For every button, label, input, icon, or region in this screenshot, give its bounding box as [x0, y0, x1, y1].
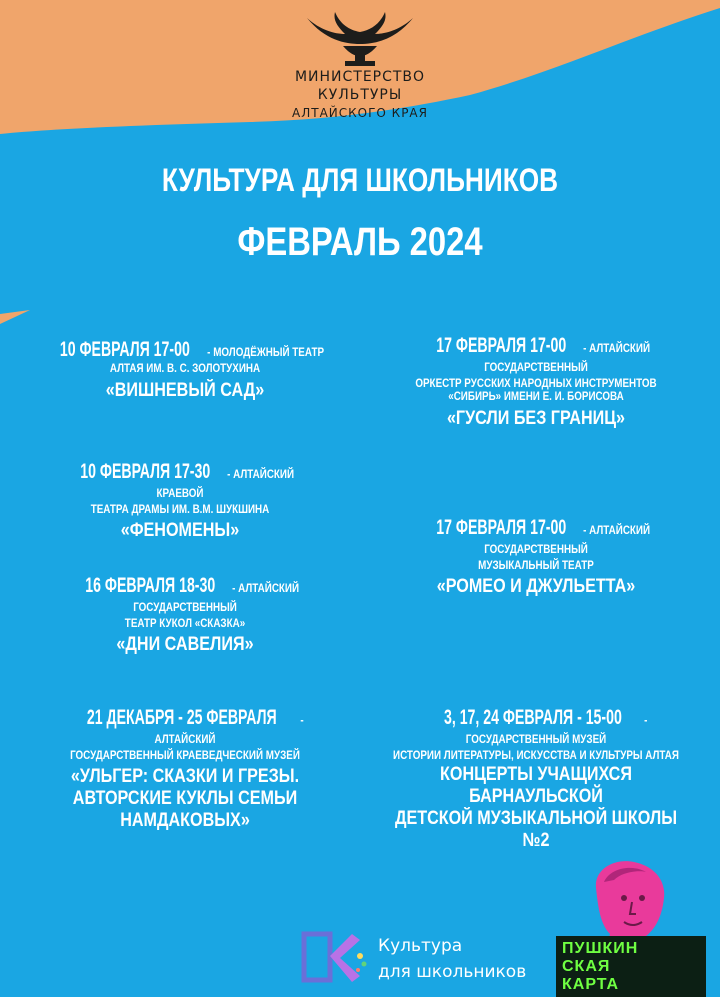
event-7	[352, 706, 720, 852]
event-venue: МОЛОДЁЖНЫЙ ТЕАТР	[213, 345, 325, 359]
event-venue-3: «СИБИРЬ» ИМЕНИ Е. И. БОРИСОВА	[448, 389, 624, 404]
event-show: «ВИШНЕВЫЙ САД»	[105, 379, 265, 401]
event-show: «ГУСЛИ БЕЗ ГРАНИЦ»	[446, 408, 626, 430]
event-venue: АЛТАЙСКИЙ	[154, 732, 216, 747]
event-venue: АЛТАЙСКИЙ КРАЕВОЙ	[156, 467, 295, 501]
event-venue: АЛТАЙСКИЙ ГОСУДАРСТВЕННЫЙ	[133, 581, 300, 615]
brand-line-1: Культура	[378, 936, 463, 956]
event-show: «УЛЬГЕР: СКАЗКИ И ГРЕЗЫ.	[70, 766, 300, 788]
bowl-icon	[305, 10, 415, 68]
event-sep: -	[204, 345, 214, 359]
event-2	[352, 334, 720, 430]
culture-k-icon	[300, 930, 368, 986]
event-show: «РОМЕО И ДЖУЛЬЕТТА»	[436, 576, 636, 598]
logo-line-2: КУЛЬТУРЫ	[317, 87, 403, 103]
event-sep: -	[229, 581, 239, 595]
event-6	[10, 706, 360, 832]
event-4	[352, 516, 720, 598]
title-line-1: КУЛЬТУРА ДЛЯ ШКОЛЬНИКОВ	[161, 162, 559, 198]
logo-line-3: АЛТАЙСКОГО КРАЯ	[292, 106, 428, 120]
culture-brand	[300, 930, 560, 990]
event-3	[20, 460, 340, 542]
brand-line-2: для школьников	[378, 962, 527, 982]
event-venue: АЛТАЙСКИЙ ГОСУДАРСТВЕННЫЙ	[484, 523, 651, 557]
event-sep: -	[580, 523, 590, 537]
event-venue-2: МУЗЫКАЛЬНЫЙ ТЕАТР	[478, 557, 594, 572]
event-show: КОНЦЕРТЫ УЧАЩИХСЯ БАРНАУЛЬСКОЙ	[440, 764, 632, 808]
event-sep: -	[580, 341, 590, 355]
ministry-logo	[280, 10, 440, 122]
event-venue-2: ГОСУДАРСТВЕННЫЙ КРАЕВЕДЧЕСКИЙ МУЗЕЙ	[70, 747, 300, 762]
event-1	[10, 338, 360, 402]
pushkin-card-text	[556, 936, 706, 997]
event-show-2: АВТОРСКИЕ КУКЛЫ СЕМЬИ НАМДАКОВЫХ»	[72, 788, 298, 832]
event-sep: -	[297, 713, 304, 727]
orange-corner-shape	[0, 310, 40, 330]
pushkin-line-1: ПУШКИН	[562, 940, 639, 957]
event-sep: -	[224, 467, 234, 481]
pushkin-portrait-icon	[576, 858, 686, 948]
event-venue-2: ТЕАТР КУКОЛ «СКАЗКА»	[124, 615, 246, 630]
event-show: «ДНИ САВЕЛИЯ»	[116, 634, 254, 656]
pushkin-line-2: СКАЯ	[562, 958, 611, 975]
pushkin-line-3: КАРТА	[562, 976, 620, 993]
logo-line-1: МИНИСТЕРСТВО	[294, 69, 426, 85]
event-date: 16 ФЕВРАЛЯ 18-30	[85, 574, 216, 597]
pushkin-card-logo	[556, 858, 706, 997]
event-venue: АЛТАЙСКИЙ ГОСУДАРСТВЕННЫЙ	[484, 341, 651, 375]
event-show-2: ДЕТСКОЙ МУЗЫКАЛЬНОЙ ШКОЛЫ №2	[394, 808, 678, 851]
event-venue-2: ТЕАТРА ДРАМЫ ИМ. В.М. ШУКШИНА	[90, 501, 270, 516]
event-show: «ФЕНОМЕНЫ»	[120, 520, 240, 542]
event-date: 10 ФЕВРАЛЯ 17-00	[60, 338, 191, 361]
event-5	[0, 574, 370, 656]
event-date: 17 ФЕВРАЛЯ 17-00	[436, 516, 567, 539]
event-venue-2: АЛТАЯ ИМ. В. С. ЗОЛОТУХИНА	[109, 361, 261, 376]
event-date: 3, 17, 24 ФЕВРАЛЯ - 15-00	[444, 706, 622, 729]
event-venue: ГОСУДАРСТВЕННЫЙ МУЗЕЙ	[465, 732, 607, 747]
event-venue-2: ОРКЕСТР РУССКИХ НАРОДНЫХ ИНСТРУМЕНТОВ	[415, 375, 657, 390]
event-venue-2: ИСТОРИИ ЛИТЕРАТУРЫ, ИСКУССТВА И КУЛЬТУРЫ АЛТАЯ	[392, 747, 680, 762]
event-date: 17 ФЕВРАЛЯ 17-00	[436, 334, 567, 357]
event-sep: -	[641, 713, 648, 727]
title-line-2: ФЕВРАЛЬ 2024	[237, 220, 483, 264]
event-date: 21 ДЕКАБРЯ - 25 ФЕВРАЛЯ	[87, 706, 277, 729]
event-date: 10 ФЕВРАЛЯ 17-30	[80, 460, 211, 483]
